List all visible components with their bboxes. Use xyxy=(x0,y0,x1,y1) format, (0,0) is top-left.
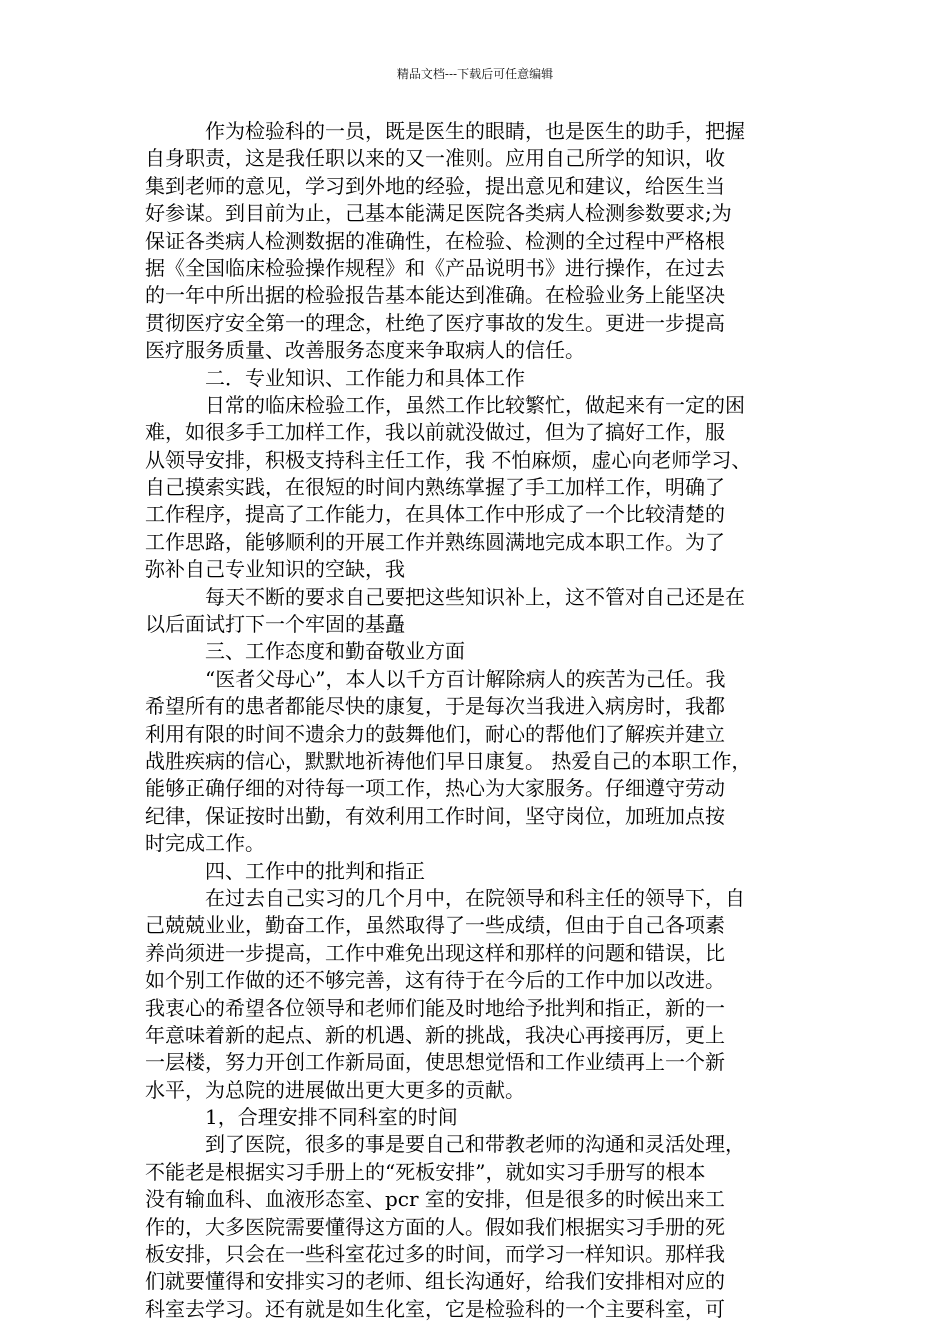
text-line: 利用有限的时间不遗余力的鼓舞他们，耐心的帮他们了解疾并建立 xyxy=(145,721,725,746)
text-line: 的一年中所出据的检验报告基本能达到准确。在检验业务上能坚决 xyxy=(145,283,725,308)
text-line: 医疗服务质量、改善服务态度来争取病人的信任。 xyxy=(145,338,585,363)
text-line: 没有输血科、血液形态室、pcr 室的安排，但是很多的时候出来工 xyxy=(145,1187,725,1212)
text-line: 自己摸索实践，在很短的时间内熟练掌握了手工加样工作，明确了 xyxy=(145,475,725,500)
text-line: 不能老是根据实习手册上的“死板安排”，就如实习手册写的根本 xyxy=(145,1159,706,1184)
text-line: 年意味着新的起点、新的机遇、新的挑战，我决心再接再厉，更上 xyxy=(145,1022,725,1047)
text-line: 纪律，保证按时出勤，有效利用工作时间，坚守岗位，加班加点按 xyxy=(145,803,725,828)
text-line: 1，合理安排不同科室的时间 xyxy=(205,1105,458,1130)
text-line: 以后面试打下一个牢固的基矗 xyxy=(145,612,405,637)
text-line: “医者父母心”，本人以千方百计解除病人的疾苦为己任。我 xyxy=(205,666,726,691)
text-line: 养尚须进一步提高，工作中难免出现这样和那样的问题和错误，比 xyxy=(145,940,725,965)
text-line: 集到老师的意见，学习到外地的经验，提出意见和建议，给医生当 xyxy=(145,173,725,198)
text-line: 战胜疾病的信心，默默地祈祷他们早日康复。 热爱自己的本职工作， xyxy=(145,748,752,773)
text-line: 据《全国临床检验操作规程》和《产品说明书》进行操作，在过去 xyxy=(145,255,725,280)
text-line: 四、工作中的批判和指正 xyxy=(205,858,425,883)
text-line: 三、工作态度和勤奋敬业方面 xyxy=(205,639,465,664)
text-line: 到了医院，很多的事是要自己和带教老师的沟通和灵活处理， xyxy=(205,1132,745,1157)
text-line: 水平，为总院的进展做出更大更多的贡献。 xyxy=(145,1077,525,1102)
text-line: 每天不断的要求自己要把这些知识补上，这不管对自己还是在 xyxy=(205,584,745,609)
text-line: 希望所有的患者都能尽快的康复，于是每次当我进入病房时，我都 xyxy=(145,694,725,719)
text-line: 一层楼，努力开创工作新局面，使思想觉悟和工作业绩再上一个新 xyxy=(145,1050,725,1075)
text-line: 工作思路，能够顺利的开展工作并熟练圆满地完成本职工作。为了 xyxy=(145,529,725,554)
page-header: 精品文档---下载后可任意编辑 xyxy=(396,67,554,81)
text-line: 弥补自己专业知识的空缺，我 xyxy=(145,557,405,582)
text-line: 作的，大多医院需要懂得这方面的人。假如我们根据实习手册的死 xyxy=(145,1214,725,1239)
text-line: 如个别工作做的还不够完善，这有待于在今后的工作中加以改进。 xyxy=(145,968,725,993)
text-line: 工作程序，提高了工作能力，在具体工作中形成了一个比较清楚的 xyxy=(145,502,725,527)
text-line: 在过去自己实习的几个月中，在院领导和科主任的领导下，自 xyxy=(205,885,745,910)
text-line: 们就要懂得和安排实习的老师、组长沟通好，给我们安排相对应的 xyxy=(145,1269,725,1294)
text-line: 保证各类病人检测数据的准确性，在检验、检测的全过程中严格根 xyxy=(145,228,725,253)
document-body xyxy=(145,118,815,1323)
text-line: 日常的临床检验工作，虽然工作比较繁忙，做起来有一定的困 xyxy=(205,392,745,417)
text-line: 作为检验科的一员，既是医生的眼睛，也是医生的助手，把握 xyxy=(205,119,745,143)
text-line: 从领导安排，积极支持科主任工作，我 不怕麻烦，虚心向老师学习、 xyxy=(145,447,752,472)
text-line: 难，如很多手工加样工作，我以前就没做过，但为了搞好工作，服 xyxy=(145,420,725,445)
text-line: 自身职责，这是我任职以来的又一准则。应用自己所学的知识，收 xyxy=(145,146,725,171)
text-line: 好参谋。到目前为止，己基本能满足医院各类病人检测参数要求;为 xyxy=(145,201,732,226)
text-line: 己兢兢业业，勤奋工作，虽然取得了一些成绩，但由于自己各项素 xyxy=(145,913,725,938)
text-line: 板安排，只会在一些科室花过多的时间，而学习一样知识。那样我 xyxy=(145,1242,725,1267)
text-line: 二．专业知识、工作能力和具体工作 xyxy=(205,365,525,390)
text-line: 我衷心的希望各位领导和老师们能及时地给予批判和指正，新的一 xyxy=(145,995,725,1020)
text-line: 贯彻医疗安全第一的理念，杜绝了医疗事故的发生。更进一步提高 xyxy=(145,310,725,335)
text-line: 能够正确仔细的对待每一项工作，热心为大家服务。仔细遵守劳动 xyxy=(145,776,725,801)
text-line: 科室去学习。还有就是如生化室，它是检验科的一个主要科室，可 xyxy=(145,1296,725,1321)
text-line: 时完成工作。 xyxy=(145,831,265,856)
